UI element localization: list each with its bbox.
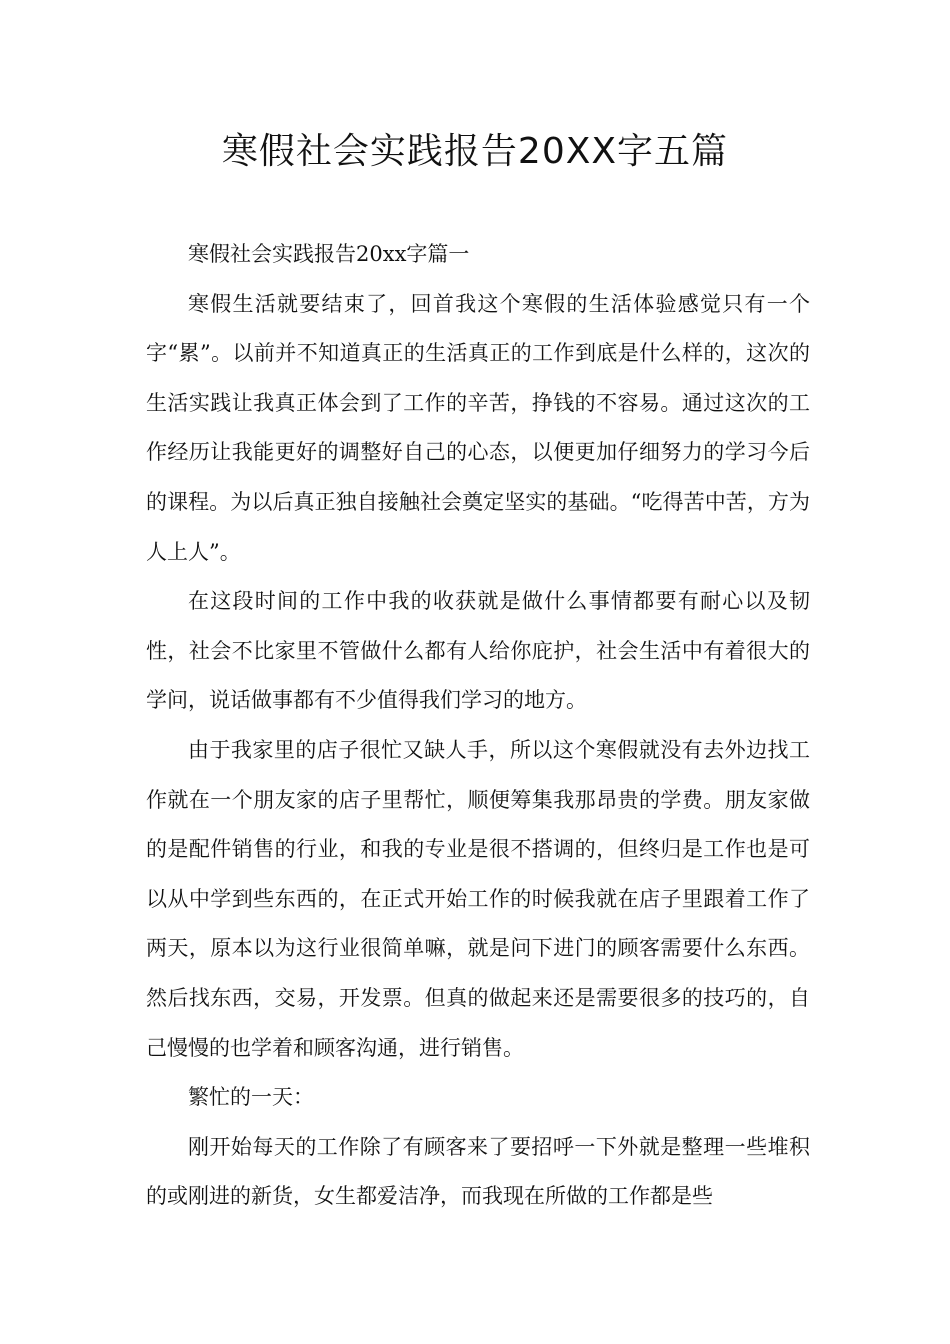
paragraph: 寒假生活就要结束了，回首我这个寒假的生活体验感觉只有一个字“累”。以前并不知道真正的生活真正的工作到底是什么样的，这次的生活实践让我真正体会到了工作的辛苦，挣钱的不容易。通过这次的工作经历让我能更好的调整好自己的心态，以便更加仔细努力的学习今后的课程。为以后真正独自接触社会奠定坚实的基础。“吃得苦中苦，方为人上人”。 — [146, 291, 810, 564]
section-heading: 寒假社会实践报告20xx字篇一 — [188, 242, 470, 266]
paragraph: 在这段时间的工作中我的收获就是做什么事情都要有耐心以及韧性，社会不比家里不管做什么都有人给你庇护，社会生活中有着很大的学问，说话做事都有不少值得我们学习的地方。 — [146, 589, 810, 713]
document-title: 寒假社会实践报告20XX字五篇 — [221, 131, 729, 172]
paragraph: 刚开始每天的工作除了有顾客来了要招呼一下外就是整理一些堆积的或刚进的新货，女生都爱洁净，而我现在所做的工作都是些 — [146, 1134, 810, 1209]
paragraph: 由于我家里的店子很忙又缺人手，所以这个寒假就没有去外边找工作就在一个朋友家的店子里帮忙，顺便筹集我那昂贵的学费。朋友家做的是配件销售的行业，和我的专业是很不搭调的，但终归是工作也是可以从中学到些东西的，在正式开始工作的时候我就在店子里跟着工作了两天，原本以为这行业很简单嘛，就是问下进门的顾客需要什么东西。然后找东西，交易，开发票。但真的做起来还是需要很多的技巧的，自己慢慢的也学着和顾客沟通，进行销售。 — [146, 737, 810, 1060]
subheading: 繁忙的一天： — [188, 1085, 314, 1110]
document-body — [146, 230, 810, 1222]
